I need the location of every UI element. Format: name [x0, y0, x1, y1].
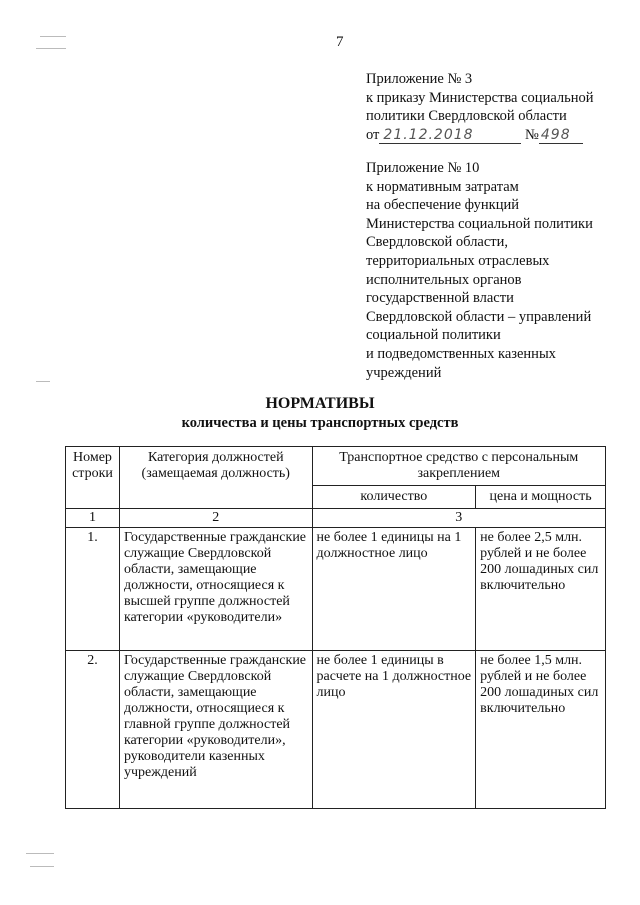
- row-number: 2.: [66, 651, 120, 809]
- appendix-line: государственной власти: [366, 290, 514, 307]
- appendix-line: Свердловской области,: [366, 234, 509, 251]
- from-prefix: от: [366, 126, 380, 143]
- row-quantity: не более 1 единицы на 1 должностное лицо: [312, 528, 476, 651]
- order-date-line: [366, 126, 594, 145]
- document-subtitle: количества и цены транспортных средств: [181, 415, 459, 431]
- row-category: Государственные гражданские служащие Свердловской области, замещающие должности, относящиеся к главной группе должностей категории «руководители», руководители казенных учреждений: [119, 651, 312, 809]
- scan-artifact: [36, 48, 66, 49]
- document-title: НОРМАТИВЫ: [265, 395, 375, 412]
- header-category: Категория должностей (замещаемая должность): [119, 447, 312, 509]
- appendix-line: Приложение № 3: [366, 71, 473, 87]
- appendix-line: Свердловской области – управлений: [366, 308, 592, 325]
- order-number: 498: [539, 128, 583, 144]
- scan-artifact: [36, 381, 50, 382]
- appendix-line: политики Свердловской области: [366, 108, 567, 125]
- row-price-power: не более 1,5 млн. рублей и не более 200 лошадиных сил включительно: [476, 651, 606, 809]
- appendix-line: Приложение № 10: [366, 160, 480, 176]
- appendix-3-header: [366, 70, 594, 144]
- header-quantity: количество: [312, 486, 476, 509]
- appendix-line: Министерства социальной политики: [366, 215, 593, 232]
- norms-table: [65, 446, 606, 809]
- column-number: 3: [312, 509, 605, 528]
- appendix-line: социальной политики: [366, 327, 501, 344]
- column-number: 1: [66, 509, 120, 528]
- scan-artifact: [30, 866, 54, 867]
- header-row-number: Номер строки: [66, 447, 120, 509]
- order-date: 21.12.2018: [379, 128, 521, 144]
- appendix-line: и подведомственных казенных: [366, 345, 556, 362]
- appendix-line: к приказу Министерства социальной: [366, 89, 594, 106]
- header-vehicle: Транспортное средство с персональным закреплением: [312, 447, 605, 486]
- appendix-line: к нормативным затратам: [366, 178, 519, 195]
- table-row: [66, 651, 606, 809]
- appendix-line: на обеспечение функций: [366, 197, 520, 214]
- row-quantity: не более 1 единицы в расчете на 1 должностное лицо: [312, 651, 476, 809]
- appendix-line: территориальных отраслевых: [366, 252, 550, 269]
- appendix-10-header: [366, 159, 593, 382]
- number-prefix: №: [525, 126, 539, 143]
- scan-artifact: [26, 853, 54, 854]
- header-price-power: цена и мощность: [476, 486, 606, 509]
- scan-artifact: [40, 36, 66, 37]
- row-price-power: не более 2,5 млн. рублей и не более 200 лошадиных сил включительно: [476, 528, 606, 651]
- appendix-line: исполнительных органов: [366, 271, 522, 288]
- row-category: Государственные гражданские служащие Свердловской области, замещающие должности, относящиеся к высшей группе должностей категории «руководители»: [119, 528, 312, 651]
- column-number-row: [66, 509, 606, 528]
- table-header-row: [66, 447, 606, 486]
- page-number: 7: [336, 34, 344, 50]
- appendix-line: учреждений: [366, 364, 442, 381]
- column-number: 2: [119, 509, 312, 528]
- row-number: 1.: [66, 528, 120, 651]
- table-row: [66, 528, 606, 651]
